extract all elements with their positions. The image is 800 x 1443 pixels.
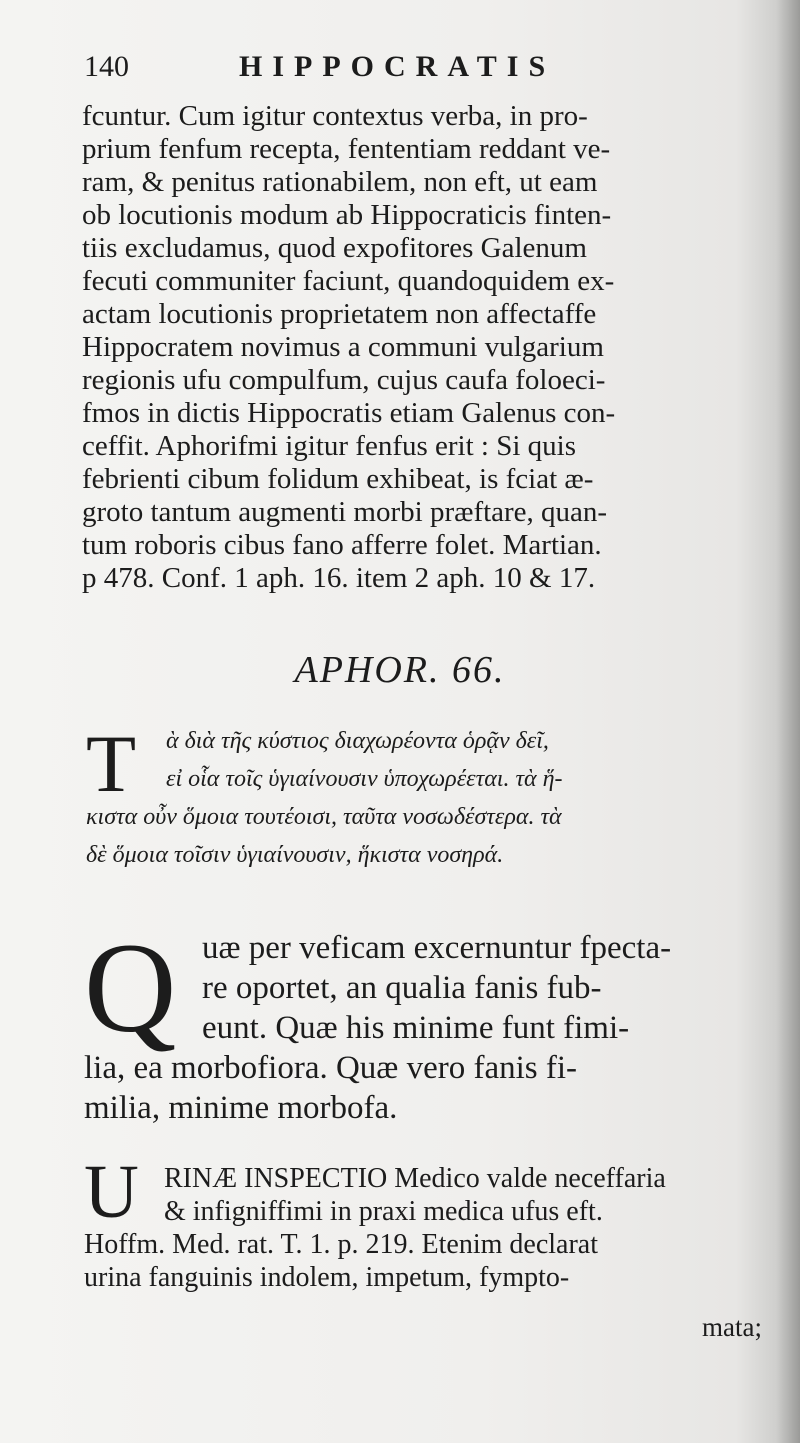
running-head: HIPPOCRATIS (239, 50, 556, 83)
text-line: regionis ufu compulfum, cujus caufa foloeci- (82, 364, 606, 396)
greek-line: ὰ διὰ τῆς κύστιος διαχωρέοντα ὁρᾷν δεῖ, (166, 728, 549, 754)
commentary-paragraph (82, 100, 764, 595)
commentary-line: urina fanguinis indolem, impetum, fympto- (84, 1262, 570, 1293)
page-number: 140 (84, 50, 129, 83)
section-title: APHOR. 66. (294, 649, 506, 691)
latin-line: re oportet, an qualia fanis fub- (202, 970, 602, 1006)
text-line: tiis excludamus, quod expofitores Galenum (82, 232, 587, 264)
text-line: Hippocratem novimus a communi vulgarium (82, 331, 604, 363)
commentary-drop-cap: U (84, 1150, 139, 1234)
greek-drop-cap: Τ (86, 718, 137, 809)
latin-line: milia, minime morbofa. (84, 1090, 398, 1126)
latin-aphorism (84, 917, 766, 1128)
text-line: fmos in dictis Hippocratis etiam Galenus con- (82, 397, 616, 429)
text-line: febrienti cibum folidum exhibeat, is fciat æ- (82, 463, 594, 495)
latin-line: uæ per veficam excernuntur fpecta- (202, 930, 672, 966)
text-line: fecuti communiter faciunt, quandoquidem ex- (82, 265, 615, 297)
text-line: fcuntur. Cum igitur contextus verba, in pro- (82, 100, 588, 132)
text-line: p 478. Conf. 1 aph. 16. item 2 aph. 10 & 17. (82, 562, 596, 594)
greek-aphorism (86, 718, 766, 874)
text-line: ram, & penitus rationabilem, non eft, ut eam (82, 166, 598, 198)
text-line: ceffit. Aphorifmi igitur fenfus erit : Si quis (82, 430, 577, 462)
commentary-section (84, 1150, 766, 1294)
latin-line: eunt. Quæ his minime funt fimi- (202, 1010, 630, 1046)
page-header (84, 50, 764, 90)
text-line: prium fenfum recepta, fententiam reddant ve- (82, 133, 611, 165)
greek-line: εἰ οἷα τοῖς ὑγιαίνουσιν ὑποχωρέεται. τὰ ἥ- (166, 766, 563, 792)
text-line: ob locutionis modum ab Hippocraticis finten- (82, 199, 612, 231)
latin-drop-cap: Q (84, 917, 177, 1059)
greek-line: δὲ ὅμοια τοῖσιν ὑγιαίνουσιν, ἥκιστα νοσηρά. (86, 842, 504, 868)
commentary-line: & infigniffimi in praxi medica ufus eft. (164, 1196, 603, 1227)
latin-line: lia, ea morbofiora. Quæ vero fanis fi- (84, 1050, 578, 1086)
text-line: groto tantum augmenti morbi præftare, quan- (82, 496, 608, 528)
catchword: mata; (702, 1312, 762, 1342)
greek-line: κιστα οὖν ὅμοια τουτέοισι, ταῦτα νοσωδέστερα. τὰ (86, 804, 562, 830)
commentary-line: RINÆ INSPECTIO Medico valde neceffaria (164, 1163, 666, 1194)
commentary-line: Hoffm. Med. rat. T. 1. p. 219. Etenim declarat (84, 1229, 598, 1260)
text-line: actam locutionis proprietatem non affectaffe (82, 298, 597, 330)
text-line: tum roboris cibus fano afferre folet. Martian. (82, 529, 602, 561)
